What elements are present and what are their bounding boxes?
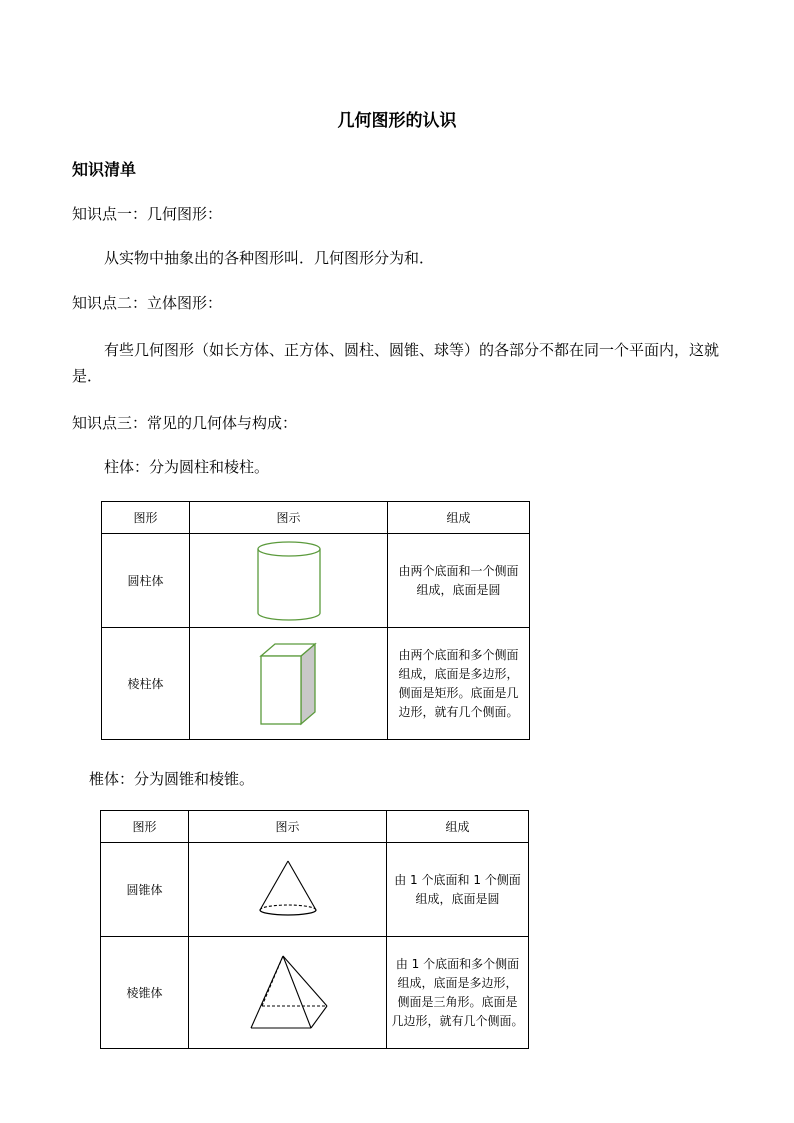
header-composition: 组成	[388, 502, 530, 534]
pyramid-icon	[247, 954, 329, 1032]
section-heading: 知识清单	[72, 160, 137, 179]
header-diagram: 图示	[189, 811, 387, 843]
pyramid-table	[100, 810, 529, 1049]
row-desc-line: 组成，底面是圆	[415, 891, 500, 906]
row-desc-line: 由两个底面和一个侧面	[398, 563, 519, 578]
kp2-text: 有些几何图形（如长方体、正方体、圆柱、圆锥、球等）的各部分不都在同一个平面内，这就是．	[72, 341, 720, 385]
kp2-label: 知识点二：立体图形：	[72, 294, 223, 312]
row-desc-line: 侧面是三角形。底面是	[397, 994, 518, 1009]
header-diagram: 图示	[190, 502, 388, 534]
kp3-label: 知识点三：常见的几何体与构成：	[72, 414, 298, 432]
row-name: 棱锥体	[101, 937, 189, 1049]
prism-icon	[259, 642, 319, 726]
row-desc-line: 组成，底面是多边形，	[397, 975, 518, 990]
header-shape: 图形	[101, 811, 189, 843]
page-title: 几何图形的认识	[337, 111, 457, 131]
kp1-label: 知识点一：几何图形：	[72, 205, 223, 223]
row-desc-line: 由 1 个底面和 1 个侧面	[394, 872, 521, 887]
table-row	[102, 534, 530, 628]
table-header-row	[102, 502, 530, 534]
row-name: 圆柱体	[102, 534, 190, 628]
row-desc-line: 侧面是矩形。底面是几	[398, 685, 519, 700]
row-name: 圆锥体	[101, 843, 189, 937]
row-name: 棱柱体	[102, 628, 190, 740]
row-desc-line: 组成，底面是圆	[416, 582, 501, 597]
header-shape: 图形	[102, 502, 190, 534]
cone-icon	[257, 859, 319, 921]
pyramid-intro: 椎体：分为圆锥和棱锥。	[89, 770, 255, 788]
prism-table	[101, 501, 530, 740]
row-desc-line: 组成，底面是多边形，	[398, 666, 519, 681]
kp1-text: 从实物中抽象出的各种图形叫．几何图形分为和．	[104, 249, 435, 267]
row-desc-line: 几边形，就有几个侧面。	[391, 1013, 524, 1028]
prism-intro: 柱体：分为圆柱和棱柱。	[104, 458, 270, 476]
table-row	[101, 937, 529, 1049]
table-row	[102, 628, 530, 740]
row-desc-line: 边形，就有几个侧面。	[398, 704, 519, 719]
row-desc-line: 由两个底面和多个侧面	[398, 647, 519, 662]
row-desc-line: 由 1 个底面和多个侧面	[395, 956, 520, 971]
cylinder-icon	[254, 537, 324, 625]
header-composition: 组成	[387, 811, 529, 843]
table-header-row	[101, 811, 529, 843]
table-row	[101, 843, 529, 937]
